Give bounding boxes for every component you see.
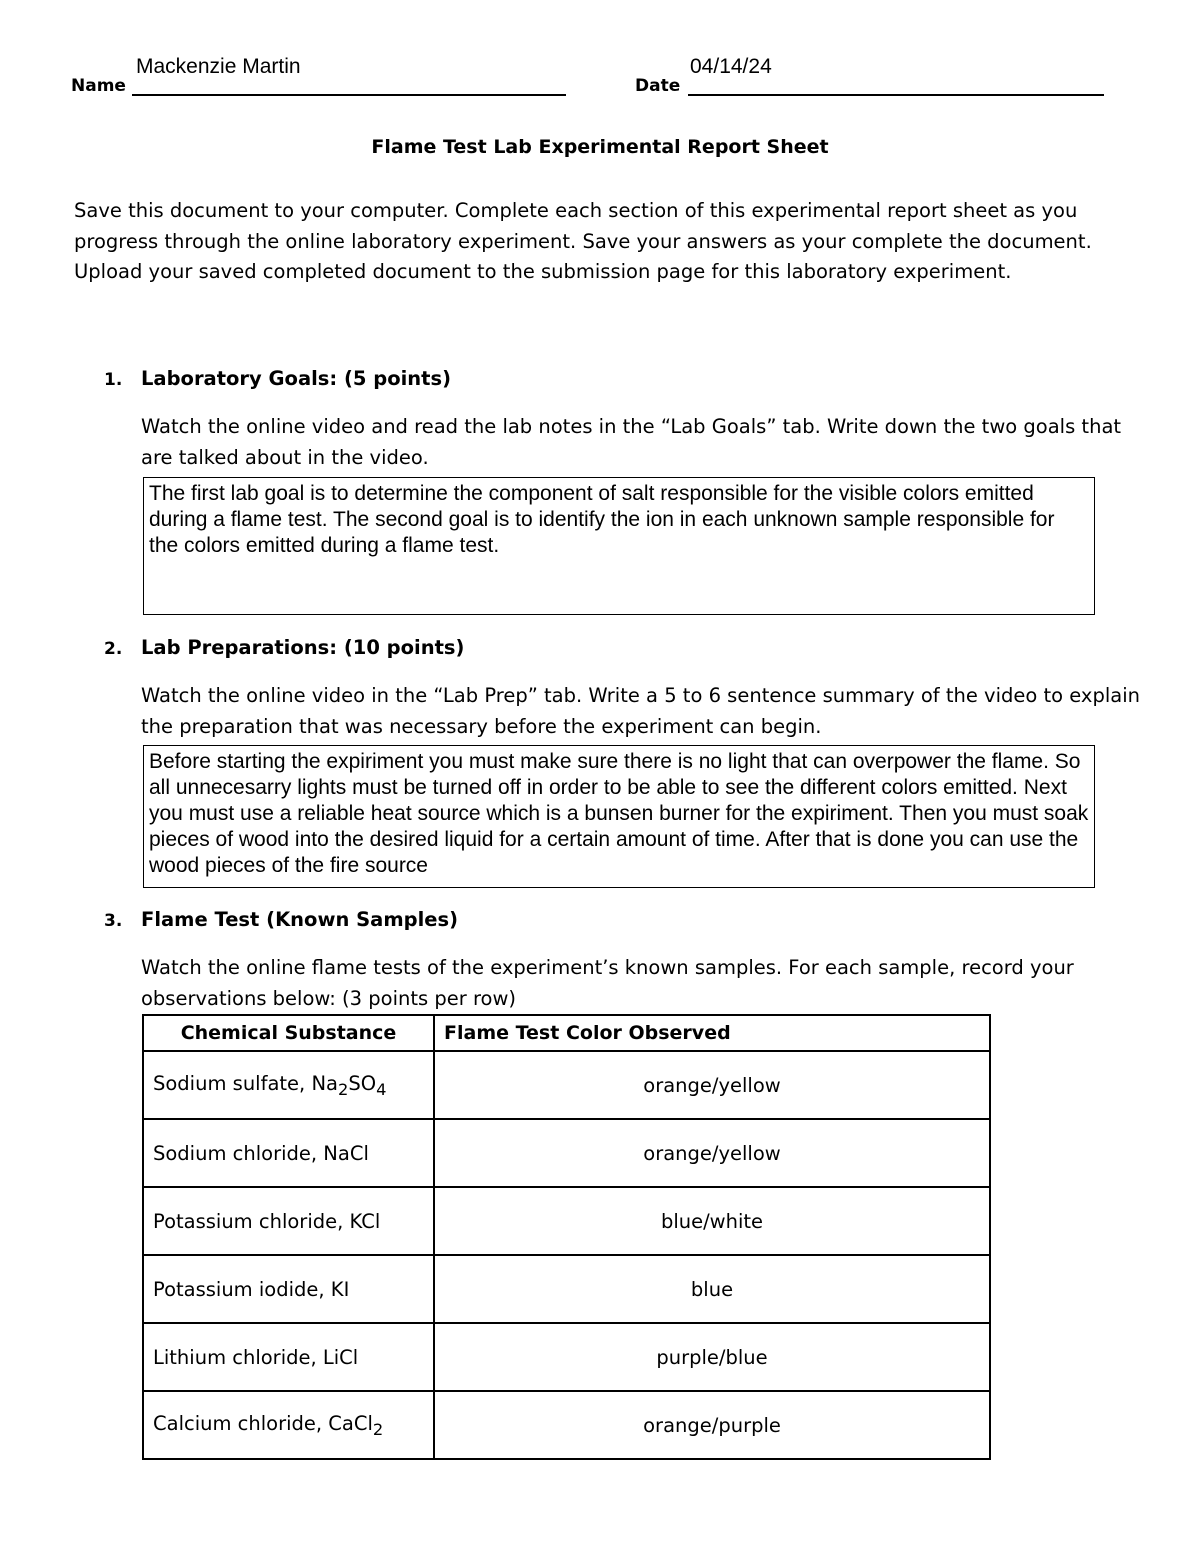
column-header-substance: Chemical Substance	[143, 1015, 434, 1051]
substance-cell: Lithium chloride, LiCl	[143, 1323, 434, 1391]
section-1-answer-box[interactable]: The first lab goal is to determine the component of salt responsible for the visible colors emitted during a flame test. The second goal is to identify the ion in each unknown sample responsible for the colors emitted during a flame test.	[143, 477, 1095, 615]
subscript: 2	[372, 1419, 384, 1439]
section-2-instructions: Watch the online video in the “Lab Prep” tab. Write a 5 to 6 sentence summary of the video to explain the preparation that was necessary before the experiment can begin.	[141, 684, 1140, 738]
substance-cell: Sodium chloride, NaCl	[143, 1119, 434, 1187]
color-observed-cell[interactable]: blue/white	[434, 1187, 990, 1255]
section-1-heading: Laboratory Goals: (5 points)	[141, 367, 452, 390]
table-row	[143, 1051, 990, 1119]
column-header-color: Flame Test Color Observed	[434, 1015, 990, 1051]
section-2-answer-box[interactable]: Before starting the expiriment you must make sure there is no light that can overpower the flame. So all unnecesarry lights must be turned off in order to be able to see the different colors emitted. Next you must use a reliable heat source which is a bunsen burner for the expiriment. Then you must soak pieces of wood into the desired liquid for a certain amount of time. After that is done you can use the wood pieces of the fire source	[143, 745, 1095, 888]
substance-cell	[143, 1051, 434, 1119]
table-row	[143, 1187, 990, 1255]
formula-part: SO	[348, 1071, 377, 1095]
color-observed-cell[interactable]: purple/blue	[434, 1323, 990, 1391]
color-observed-cell[interactable]: orange/yellow	[434, 1051, 990, 1119]
table-row	[143, 1255, 990, 1323]
name-label: Name	[71, 76, 126, 96]
substance-name: Calcium chloride, CaCl	[153, 1411, 373, 1435]
substance-cell: Potassium chloride, KCl	[143, 1187, 434, 1255]
section-3-heading: Flame Test (Known Samples)	[141, 908, 459, 931]
known-samples-table	[142, 1014, 991, 1460]
color-observed-cell[interactable]: orange/purple	[434, 1391, 990, 1459]
substance-cell	[143, 1391, 434, 1459]
section-3-number: 3.	[104, 911, 123, 931]
name-value[interactable]: Mackenzie Martin	[136, 55, 301, 78]
table-header-row	[143, 1015, 990, 1051]
substance-name: Sodium sulfate, Na	[153, 1071, 338, 1095]
name-underline	[132, 94, 566, 96]
substance-cell: Potassium iodide, KI	[143, 1255, 434, 1323]
section-2-number: 2.	[104, 639, 123, 659]
date-label: Date	[635, 76, 681, 96]
subscript: 4	[376, 1079, 387, 1099]
color-observed-cell[interactable]: orange/yellow	[434, 1119, 990, 1187]
table-row	[143, 1391, 990, 1459]
table-row	[143, 1323, 990, 1391]
date-value[interactable]: 04/14/24	[690, 55, 772, 78]
section-3-instructions: Watch the online flame tests of the experiment’s known samples. For each sample, record your observations below: (3 points per row)	[141, 956, 1074, 1010]
date-underline	[688, 94, 1104, 96]
table-row	[143, 1119, 990, 1187]
section-1-instructions: Watch the online video and read the lab notes in the “Lab Goals” tab. Write down the two goals that are talked about in the video.	[141, 415, 1122, 469]
document-title: Flame Test Lab Experimental Report Sheet	[371, 136, 829, 158]
subscript: 2	[337, 1079, 349, 1099]
section-1-number: 1.	[104, 370, 123, 390]
intro-paragraph: Save this document to your computer. Complete each section of this experimental report sheet as you progress through the online laboratory experiment. Save your answers as your complete the document. Upload your saved completed document to the submission page for this laboratory experiment.	[74, 199, 1092, 283]
section-2-heading: Lab Preparations: (10 points)	[141, 636, 465, 659]
color-observed-cell[interactable]: blue	[434, 1255, 990, 1323]
